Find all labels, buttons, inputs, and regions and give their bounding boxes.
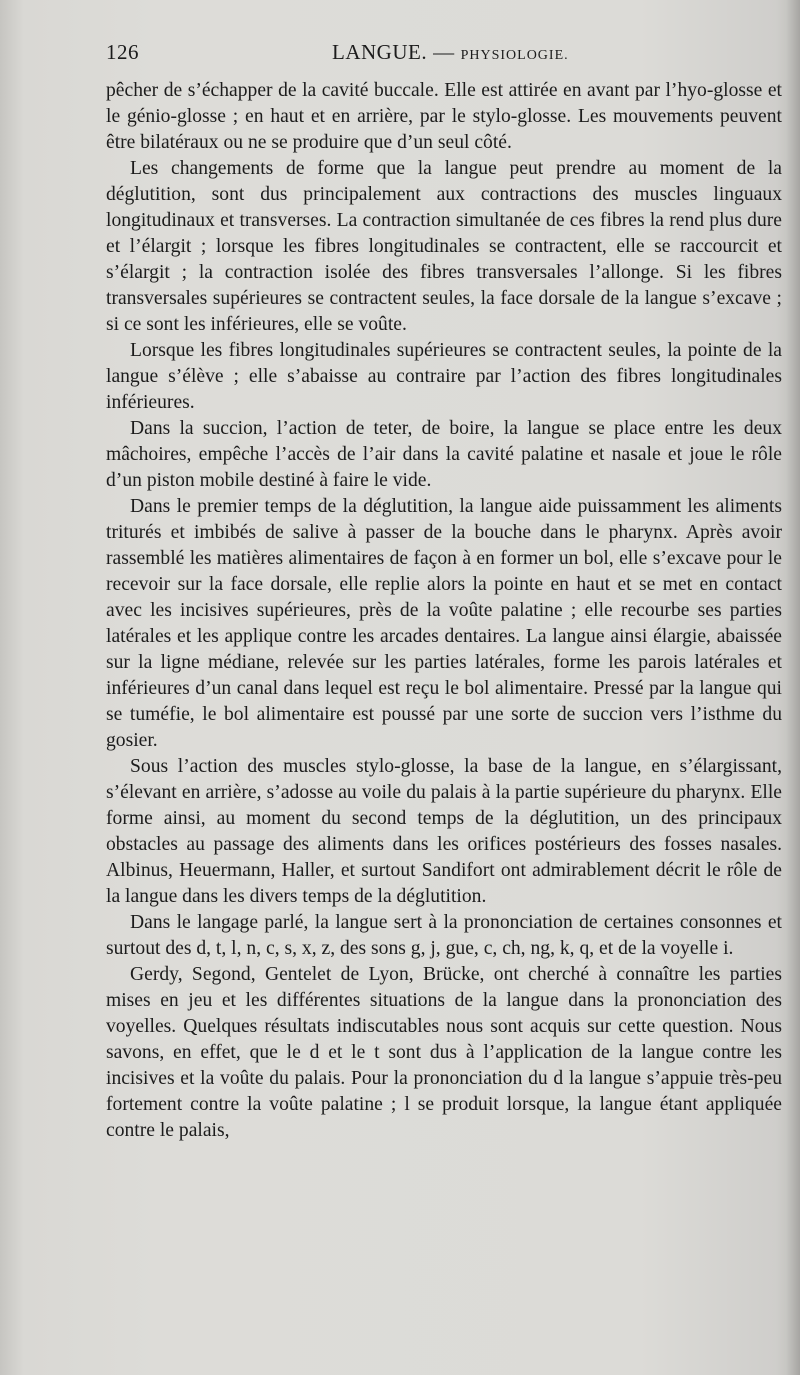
running-head-subtitle: PHYSIOLOGIE. [460, 48, 569, 63]
body-text [106, 78, 782, 1144]
paragraph-6: Sous l’action des muscles stylo-glosse, la base de la langue, en s’élargissant, s’élevant en arrière, s’adosse au voile du palais à la partie supérieure du pharynx. Elle forme ainsi, au moment du second temps de la déglutition, un des principaux obstacles au passage des aliments dans les orifices postérieurs des fosses nasales. Albinus, Heuermann, Haller, et surtout Sandifort ont admirablement décrit le rôle de la langue dans les divers temps de la déglutition. [106, 756, 782, 907]
paragraph-2: Les changements de forme que la langue peut prendre au moment de la déglutition, sont dus principalement aux contractions des muscles linguaux longitudinaux et transverses. La contraction simultanée de ces fibres la rend plus dure et l’élargit ; lorsque les fibres longitudinales se contractent, elle se raccourcit et s’élargit ; la contraction isolée des fibres transversales l’allonge. Si les fibres transversales supérieures se contractent seules, la face dorsale de la langue s’excave ; si ce sont les inférieures, elle se voûte. [106, 158, 782, 335]
page-number: 126 [106, 40, 139, 64]
paragraph-1: pêcher de s’échapper de la cavité buccale. Elle est attirée en avant par l’hyo-glosse et le génio-glosse ; en haut et en arrière, par le stylo-glosse. Les mouvements peuvent être bilatéraux ou ne se produire que d’un seul côté. [106, 80, 782, 153]
page-fold-shadow [786, 0, 800, 1375]
paragraph-3: Lorsque les fibres longitudinales supérieures se contractent seules, la pointe de la langue s’élève ; elle s’abaisse au contraire par l’action des fibres longitudinales inférieures. [106, 340, 782, 413]
running-head-separator: — [433, 40, 455, 64]
paragraph-8: Gerdy, Segond, Gentelet de Lyon, Brücke, ont cherché à connaître les parties mises en jeu et les différentes situations de la langue dans la prononciation des voyelles. Quelques résultats indiscutables nous sont acquis sur cette question. Nous savons, en effet, que le d et le t sont dus à l’application de la langue contre les incisives et la voûte du palais. Pour la prononciation du d la langue s’appuie très-peu fortement contre la voûte palatine ; l se produit lorsque, la langue étant appliquée contre le palais, [106, 964, 782, 1141]
running-head [332, 40, 569, 65]
paragraph-5: Dans le premier temps de la déglutition, la langue aide puissamment les aliments triturés et imbibés de salive à passer de la bouche dans le pharynx. Après avoir rassemblé les matières alimentaires de façon à en former un bol, elle s’excave pour le recevoir sur la face dorsale, elle replie alors la pointe en haut et se met en contact avec les incisives supérieures, près de la voûte palatine ; elle recourbe ses parties latérales et les applique contre les arcades dentaires. La langue ainsi élargie, abaissée sur la ligne médiane, relevée sur les parties latérales, forme les parois latérales et inférieures d’un canal dans lequel est reçu le bol alimentaire. Pressé par la langue qui se tuméfie, le bol alimentaire est poussé par une sorte de succion vers l’isthme du gosier. [106, 496, 782, 751]
paragraph-7: Dans le langage parlé, la langue sert à la prononciation de certaines consonnes et surtout des d, t, l, n, c, s, x, z, des sons g, j, gue, c, ch, ng, k, q, et de la voyelle i. [106, 912, 782, 959]
page-header [106, 40, 778, 74]
paragraph-4: Dans la succion, l’action de teter, de boire, la langue se place entre les deux mâchoires, empêche l’accès de l’air dans la cavité palatine et nasale et joue le rôle d’un piston mobile destiné à faire le vide. [106, 418, 782, 491]
running-head-title: LANGUE. [332, 40, 428, 64]
